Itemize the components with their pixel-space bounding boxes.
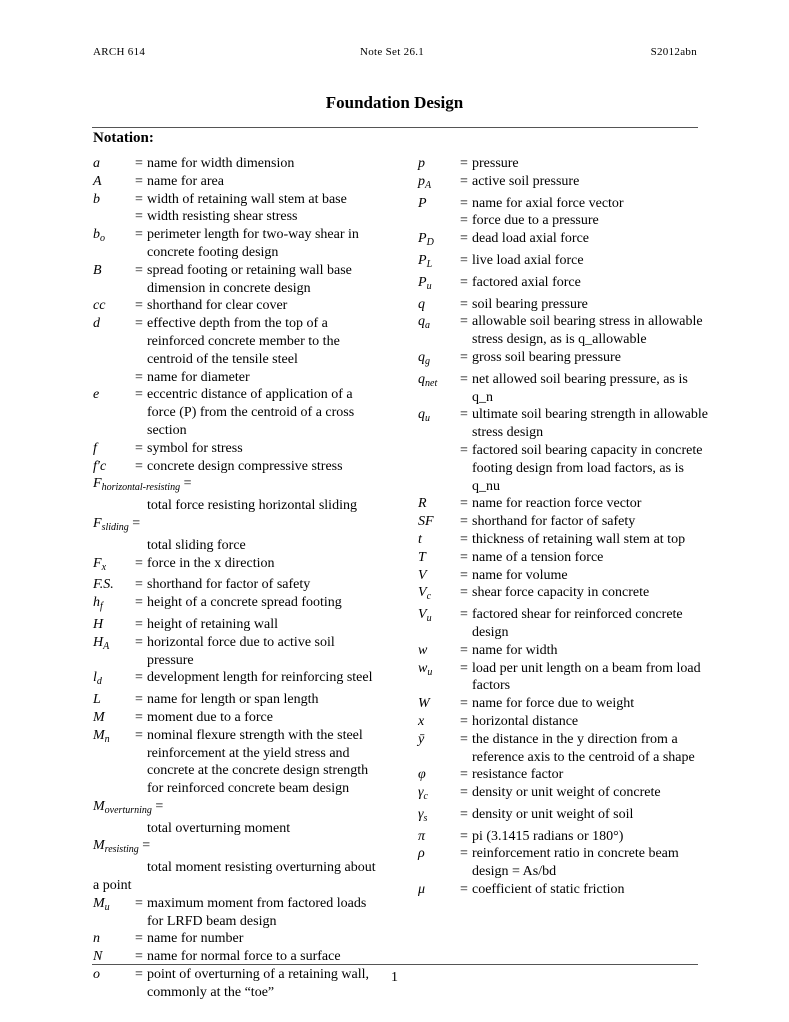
- equals-sign: =: [460, 314, 468, 330]
- notation-entry: [418, 549, 708, 567]
- notation-symbol: $M_{resisting}$: [93, 838, 139, 856]
- equals-sign: =: [135, 670, 143, 686]
- equals-sign: =: [460, 785, 468, 801]
- notation-description: total overturning moment: [147, 820, 291, 836]
- equals-sign: =: [135, 227, 143, 243]
- notation-entry: [418, 155, 708, 173]
- equals-sign: =: [460, 156, 468, 171]
- notation-description: width resisting shear stress: [147, 209, 298, 225]
- notation-entry: [93, 837, 383, 894]
- notation-description: moment due to a force: [147, 709, 273, 725]
- equals-sign: =: [460, 514, 468, 530]
- notation-symbol: SF: [418, 514, 434, 530]
- notation-entry: [93, 297, 383, 315]
- equals-sign: =: [135, 595, 143, 611]
- notation-symbol: w: [418, 642, 428, 658]
- notation-entry: [93, 709, 383, 727]
- notation-symbol: P: [418, 195, 427, 211]
- notation-symbol: H: [93, 616, 104, 632]
- notation-symbol: $F_x$: [93, 555, 107, 573]
- notation-description: factored soil bearing capacity in concrete footing design from load factors, as is q_nu: [472, 442, 703, 494]
- equals-sign: =: [135, 298, 143, 314]
- notation-description: density or unit weight of concrete: [472, 785, 661, 801]
- notation-entry: [93, 616, 383, 634]
- notation-description: factored shear for reinforced concrete design: [472, 607, 683, 640]
- equals-sign: =: [460, 642, 468, 658]
- notation-symbol: M: [93, 709, 105, 725]
- notation-description: name for number: [147, 931, 244, 947]
- equals-sign: =: [135, 209, 143, 225]
- page-title: Foundation Design: [325, 93, 464, 112]
- notation-entry: [93, 262, 383, 298]
- notation-description: height of retaining wall: [147, 616, 279, 632]
- notation-symbol: L: [93, 692, 101, 708]
- notation-description: name for width: [472, 642, 558, 658]
- notation-symbol: $P_D$: [418, 231, 434, 249]
- notation-symbol: $F_{sliding}$: [93, 515, 129, 533]
- notation-entry: [418, 660, 708, 696]
- notation-entry: [93, 634, 383, 670]
- equals-sign: =: [460, 846, 468, 862]
- notation-entry: [93, 173, 383, 191]
- notation-symbol: $q_a$: [418, 314, 430, 332]
- notation-description: height of a concrete spread footing: [147, 595, 342, 611]
- notation-description: symbol for stress: [147, 440, 243, 456]
- notation-description: width of retaining wall stem at base: [147, 191, 347, 207]
- notation-symbol: q: [418, 296, 425, 312]
- note-set: Note Set 26.1: [360, 46, 425, 58]
- notation-description: name for force due to weight: [472, 696, 635, 712]
- notation-symbol: x: [418, 713, 425, 729]
- notation-symbol: $M_n$: [93, 727, 110, 745]
- equals-sign: =: [132, 515, 141, 531]
- notation-entry: [93, 669, 383, 691]
- notation-entry: [93, 208, 383, 226]
- notation-description: allowable soil bearing stress in allowable stress design, as is q_allowable: [472, 314, 703, 348]
- notation-entry: [93, 555, 383, 577]
- notation-description: ultimate soil bearing strength in allowable stress design: [472, 407, 708, 441]
- notation-entry: [93, 930, 383, 948]
- notation-entry: [418, 881, 708, 899]
- notation-entry: [93, 515, 383, 555]
- notation-symbol: [418, 212, 456, 230]
- equals-sign: =: [460, 731, 468, 747]
- equals-sign: =: [460, 713, 468, 729]
- notation-symbol: [93, 369, 131, 387]
- notation-symbol: cc: [93, 298, 106, 314]
- notation-symbol: $V_c$: [418, 585, 432, 603]
- equals-sign: =: [135, 458, 143, 474]
- notation-entry: [418, 195, 708, 213]
- notation-symbol: $M_{overturning}$: [93, 798, 152, 816]
- notation-entry: [418, 442, 708, 495]
- notation-symbol: $w_u$: [418, 660, 433, 678]
- notation-description: perimeter length for two-way shear in concrete footing design: [147, 227, 359, 260]
- notation-description: name for length or span length: [147, 692, 319, 708]
- notation-symbol: T: [418, 549, 426, 565]
- notation-description: reinforcement ratio in concrete beam design = As/bd: [472, 846, 679, 880]
- notation-description: factored axial force: [472, 274, 581, 290]
- equals-sign: =: [155, 798, 164, 814]
- notation-description: load per unit length on a beam from load factors: [472, 660, 701, 694]
- notation-entry: [418, 513, 708, 531]
- equals-sign: =: [135, 173, 143, 189]
- equals-sign: =: [460, 349, 468, 365]
- notation-description: active soil pressure: [472, 173, 580, 189]
- equals-sign: =: [460, 195, 468, 211]
- notation-description: name for width dimension: [147, 156, 295, 171]
- notation-symbol: f′c: [93, 458, 107, 474]
- notation-entry: [418, 695, 708, 713]
- notation-symbol: d: [93, 316, 100, 332]
- notation-symbol: p: [418, 156, 425, 171]
- equals-sign: =: [460, 828, 468, 844]
- notation-entry: [418, 252, 708, 274]
- equals-sign: =: [460, 407, 468, 423]
- notation-description: maximum moment from factored loads for LRFD beam design: [147, 895, 367, 929]
- notation-symbol: t: [418, 531, 422, 547]
- notation-entry: [93, 594, 383, 616]
- notation-entry: [418, 806, 708, 828]
- notation-description: total moment resisting overturning about a point: [93, 860, 376, 894]
- notation-symbol: a: [93, 156, 100, 171]
- equals-sign: =: [460, 531, 468, 547]
- page-number: 1: [391, 970, 398, 985]
- notation-description: horizontal distance: [472, 713, 579, 729]
- equals-sign: =: [460, 585, 468, 601]
- notation-description: name of a tension force: [472, 549, 604, 565]
- equals-sign: =: [135, 709, 143, 725]
- notation-symbol: $b_o$: [93, 227, 105, 245]
- equals-sign: =: [460, 607, 468, 623]
- notation-description: shorthand for factor of safety: [147, 577, 311, 593]
- notation-description: soil bearing pressure: [472, 296, 588, 312]
- notation-symbol: [93, 208, 131, 226]
- notation-entry: [418, 713, 708, 731]
- notation-entry: [418, 173, 708, 195]
- notation-entry: [418, 406, 708, 442]
- equals-sign: =: [460, 549, 468, 565]
- notation-entry: [418, 313, 708, 349]
- notation-symbol: π: [418, 828, 426, 844]
- notation-description: nominal flexure strength with the steel reinforcement at the yield stress and concrete at the concrete design strength for reinforced concrete beam design: [147, 727, 369, 797]
- course-code: ARCH 614: [93, 46, 146, 58]
- equals-sign: =: [135, 369, 143, 385]
- notation-description: density or unit weight of soil: [472, 806, 634, 822]
- equals-sign: =: [135, 440, 143, 456]
- notation-entry: [418, 606, 708, 642]
- equals-sign: =: [135, 156, 143, 171]
- notation-description: live load axial force: [472, 252, 584, 268]
- notation-symbol: $\gamma_s$: [418, 806, 428, 824]
- notation-description: total sliding force: [147, 537, 246, 553]
- notation-description: dead load axial force: [472, 231, 589, 247]
- equals-sign: =: [460, 371, 468, 387]
- equals-sign: =: [460, 274, 468, 290]
- equals-sign: =: [135, 949, 143, 965]
- notation-description: shorthand for clear cover: [147, 298, 288, 314]
- equals-sign: =: [142, 838, 151, 854]
- notation-symbol: φ: [418, 767, 426, 783]
- equals-sign: =: [135, 577, 143, 593]
- notation-entry: [418, 495, 708, 513]
- notation-entry: [418, 212, 708, 230]
- equals-sign: =: [460, 173, 468, 189]
- notation-symbol: $q_{net}$: [418, 371, 438, 389]
- notation-entry: [93, 226, 383, 262]
- notation-description: net allowed soil bearing pressure, as is q_n: [472, 371, 688, 405]
- notation-symbol: $M_u$: [93, 895, 110, 913]
- notation-description: shorthand for factor of safety: [472, 514, 636, 530]
- notation-symbol: $q_u$: [418, 407, 430, 425]
- notation-description: name for area: [147, 173, 224, 189]
- notation-entry: [418, 531, 708, 549]
- notation-symbol: $P_u$: [418, 274, 432, 292]
- notation-entry: [418, 371, 708, 407]
- notation-entry: [93, 155, 383, 173]
- equals-sign: =: [135, 967, 143, 983]
- notation-symbol: $V_u$: [418, 607, 432, 625]
- notation-symbol: W: [418, 696, 430, 712]
- top-divider: [92, 127, 698, 128]
- notation-description: total force resisting horizontal sliding: [147, 498, 357, 514]
- equals-sign: =: [135, 895, 143, 911]
- notation-symbol: A: [93, 173, 102, 189]
- notation-entry: [418, 642, 708, 660]
- notation-description: force in the x direction: [147, 555, 275, 571]
- notation-entry: [418, 230, 708, 252]
- notation-entry: [93, 727, 383, 798]
- notation-symbol: V: [418, 567, 427, 583]
- notation-symbol: R: [418, 496, 427, 512]
- equals-sign: =: [460, 882, 468, 898]
- equals-sign: =: [460, 442, 468, 458]
- notation-symbol: $l_d$: [93, 670, 102, 688]
- notation-symbol: $p_A$: [418, 173, 432, 191]
- notation-entry: [93, 369, 383, 387]
- notation-description: name for normal force to a surface: [147, 949, 341, 965]
- notation-description: resistance factor: [472, 767, 564, 783]
- notation-symbol: ρ: [418, 846, 425, 862]
- equals-sign: =: [460, 213, 468, 229]
- equals-sign: =: [135, 727, 143, 743]
- notation-description: point of overturning of a retaining wall, commonly at the “toe”: [147, 967, 369, 1000]
- notation-entry: [93, 458, 383, 476]
- bottom-divider: [92, 964, 698, 965]
- notation-entry: [418, 845, 708, 881]
- notation-entry: [93, 475, 383, 515]
- notation-symbol: $q_g$: [418, 349, 430, 367]
- equals-sign: =: [460, 660, 468, 676]
- notation-description: gross soil bearing pressure: [472, 349, 621, 365]
- notation-entry: [93, 798, 383, 838]
- notation-symbol: B: [93, 262, 102, 278]
- notation-entry: [418, 274, 708, 296]
- notation-description: effective depth from the top of a reinforced concrete member to the centroid of the tensile steel: [147, 316, 340, 367]
- notation-description: thickness of retaining wall stem at top: [472, 531, 686, 547]
- notation-description: pi (3.1415 radians or 180°): [472, 828, 624, 844]
- equals-sign: =: [135, 931, 143, 947]
- notation-description: name for reaction force vector: [472, 496, 642, 512]
- equals-sign: =: [183, 476, 192, 492]
- notation-description: concrete design compressive stress: [147, 458, 343, 474]
- notation-symbol: ȳ: [418, 731, 425, 747]
- equals-sign: =: [135, 634, 143, 650]
- notation-entry: [418, 828, 708, 846]
- equals-sign: =: [135, 316, 143, 332]
- notation-symbol: b: [93, 191, 100, 207]
- notation-description: name for diameter: [147, 369, 250, 385]
- notation-symbol: $H_A$: [93, 634, 110, 652]
- notation-left-column: [93, 155, 383, 1002]
- notation-symbol: $F_{horizontal-resisting}$: [93, 476, 181, 494]
- semester-code: S2012abn: [650, 46, 697, 58]
- notation-entry: [418, 349, 708, 371]
- notation-entry: [418, 296, 708, 314]
- notation-entry: [418, 731, 708, 767]
- equals-sign: =: [135, 692, 143, 708]
- notation-symbol: f: [93, 440, 97, 456]
- notation-heading: Notation:: [93, 130, 154, 146]
- equals-sign: =: [460, 806, 468, 822]
- notation-description: spread footing or retaining wall base dimension in concrete design: [147, 262, 352, 296]
- notation-symbol: N: [93, 949, 103, 965]
- equals-sign: =: [460, 231, 468, 247]
- notation-description: coefficient of static friction: [472, 882, 625, 898]
- notation-entry: [93, 576, 383, 594]
- notation-description: name for axial force vector: [472, 195, 624, 211]
- notation-symbol: $P_L$: [418, 252, 433, 270]
- notation-description: horizontal force due to active soil pressure: [147, 634, 335, 668]
- notation-entry: [93, 440, 383, 458]
- equals-sign: =: [135, 616, 143, 632]
- notation-entry: [93, 315, 383, 368]
- notation-description: development length for reinforcing steel: [147, 670, 373, 686]
- notation-entry: [418, 766, 708, 784]
- notation-description: the distance in the y direction from a reference axis to the centroid of a shape: [472, 731, 695, 765]
- notation-symbol: F.S.: [93, 577, 114, 593]
- notation-description: pressure: [472, 156, 519, 171]
- notation-description: shear force capacity in concrete: [472, 585, 650, 601]
- equals-sign: =: [460, 296, 468, 312]
- notation-symbol: μ: [418, 882, 426, 898]
- equals-sign: =: [135, 555, 143, 571]
- notation-entry: [418, 584, 708, 606]
- notation-description: eccentric distance of application of a force (P) from the centroid of a cross section: [147, 387, 355, 438]
- notation-description: name for volume: [472, 567, 568, 583]
- equals-sign: =: [460, 767, 468, 783]
- equals-sign: =: [460, 696, 468, 712]
- notation-entry: [93, 691, 383, 709]
- notation-symbol: n: [93, 931, 100, 947]
- equals-sign: =: [460, 496, 468, 512]
- notation-entry: [93, 191, 383, 209]
- notation-description: force due to a pressure: [472, 213, 599, 229]
- notation-entry: [418, 784, 708, 806]
- notation-symbol: $\gamma_c$: [418, 785, 428, 803]
- equals-sign: =: [135, 191, 143, 207]
- notation-right-column: [418, 155, 708, 899]
- equals-sign: =: [135, 387, 143, 403]
- notation-symbol: $h_f$: [93, 595, 103, 613]
- notation-entry: [418, 567, 708, 585]
- equals-sign: =: [135, 262, 143, 278]
- notation-symbol: [418, 442, 456, 495]
- notation-symbol: o: [93, 967, 100, 983]
- equals-sign: =: [460, 567, 468, 583]
- notation-entry: [93, 895, 383, 931]
- notation-entry: [93, 386, 383, 439]
- notation-symbol: e: [93, 387, 100, 403]
- equals-sign: =: [460, 252, 468, 268]
